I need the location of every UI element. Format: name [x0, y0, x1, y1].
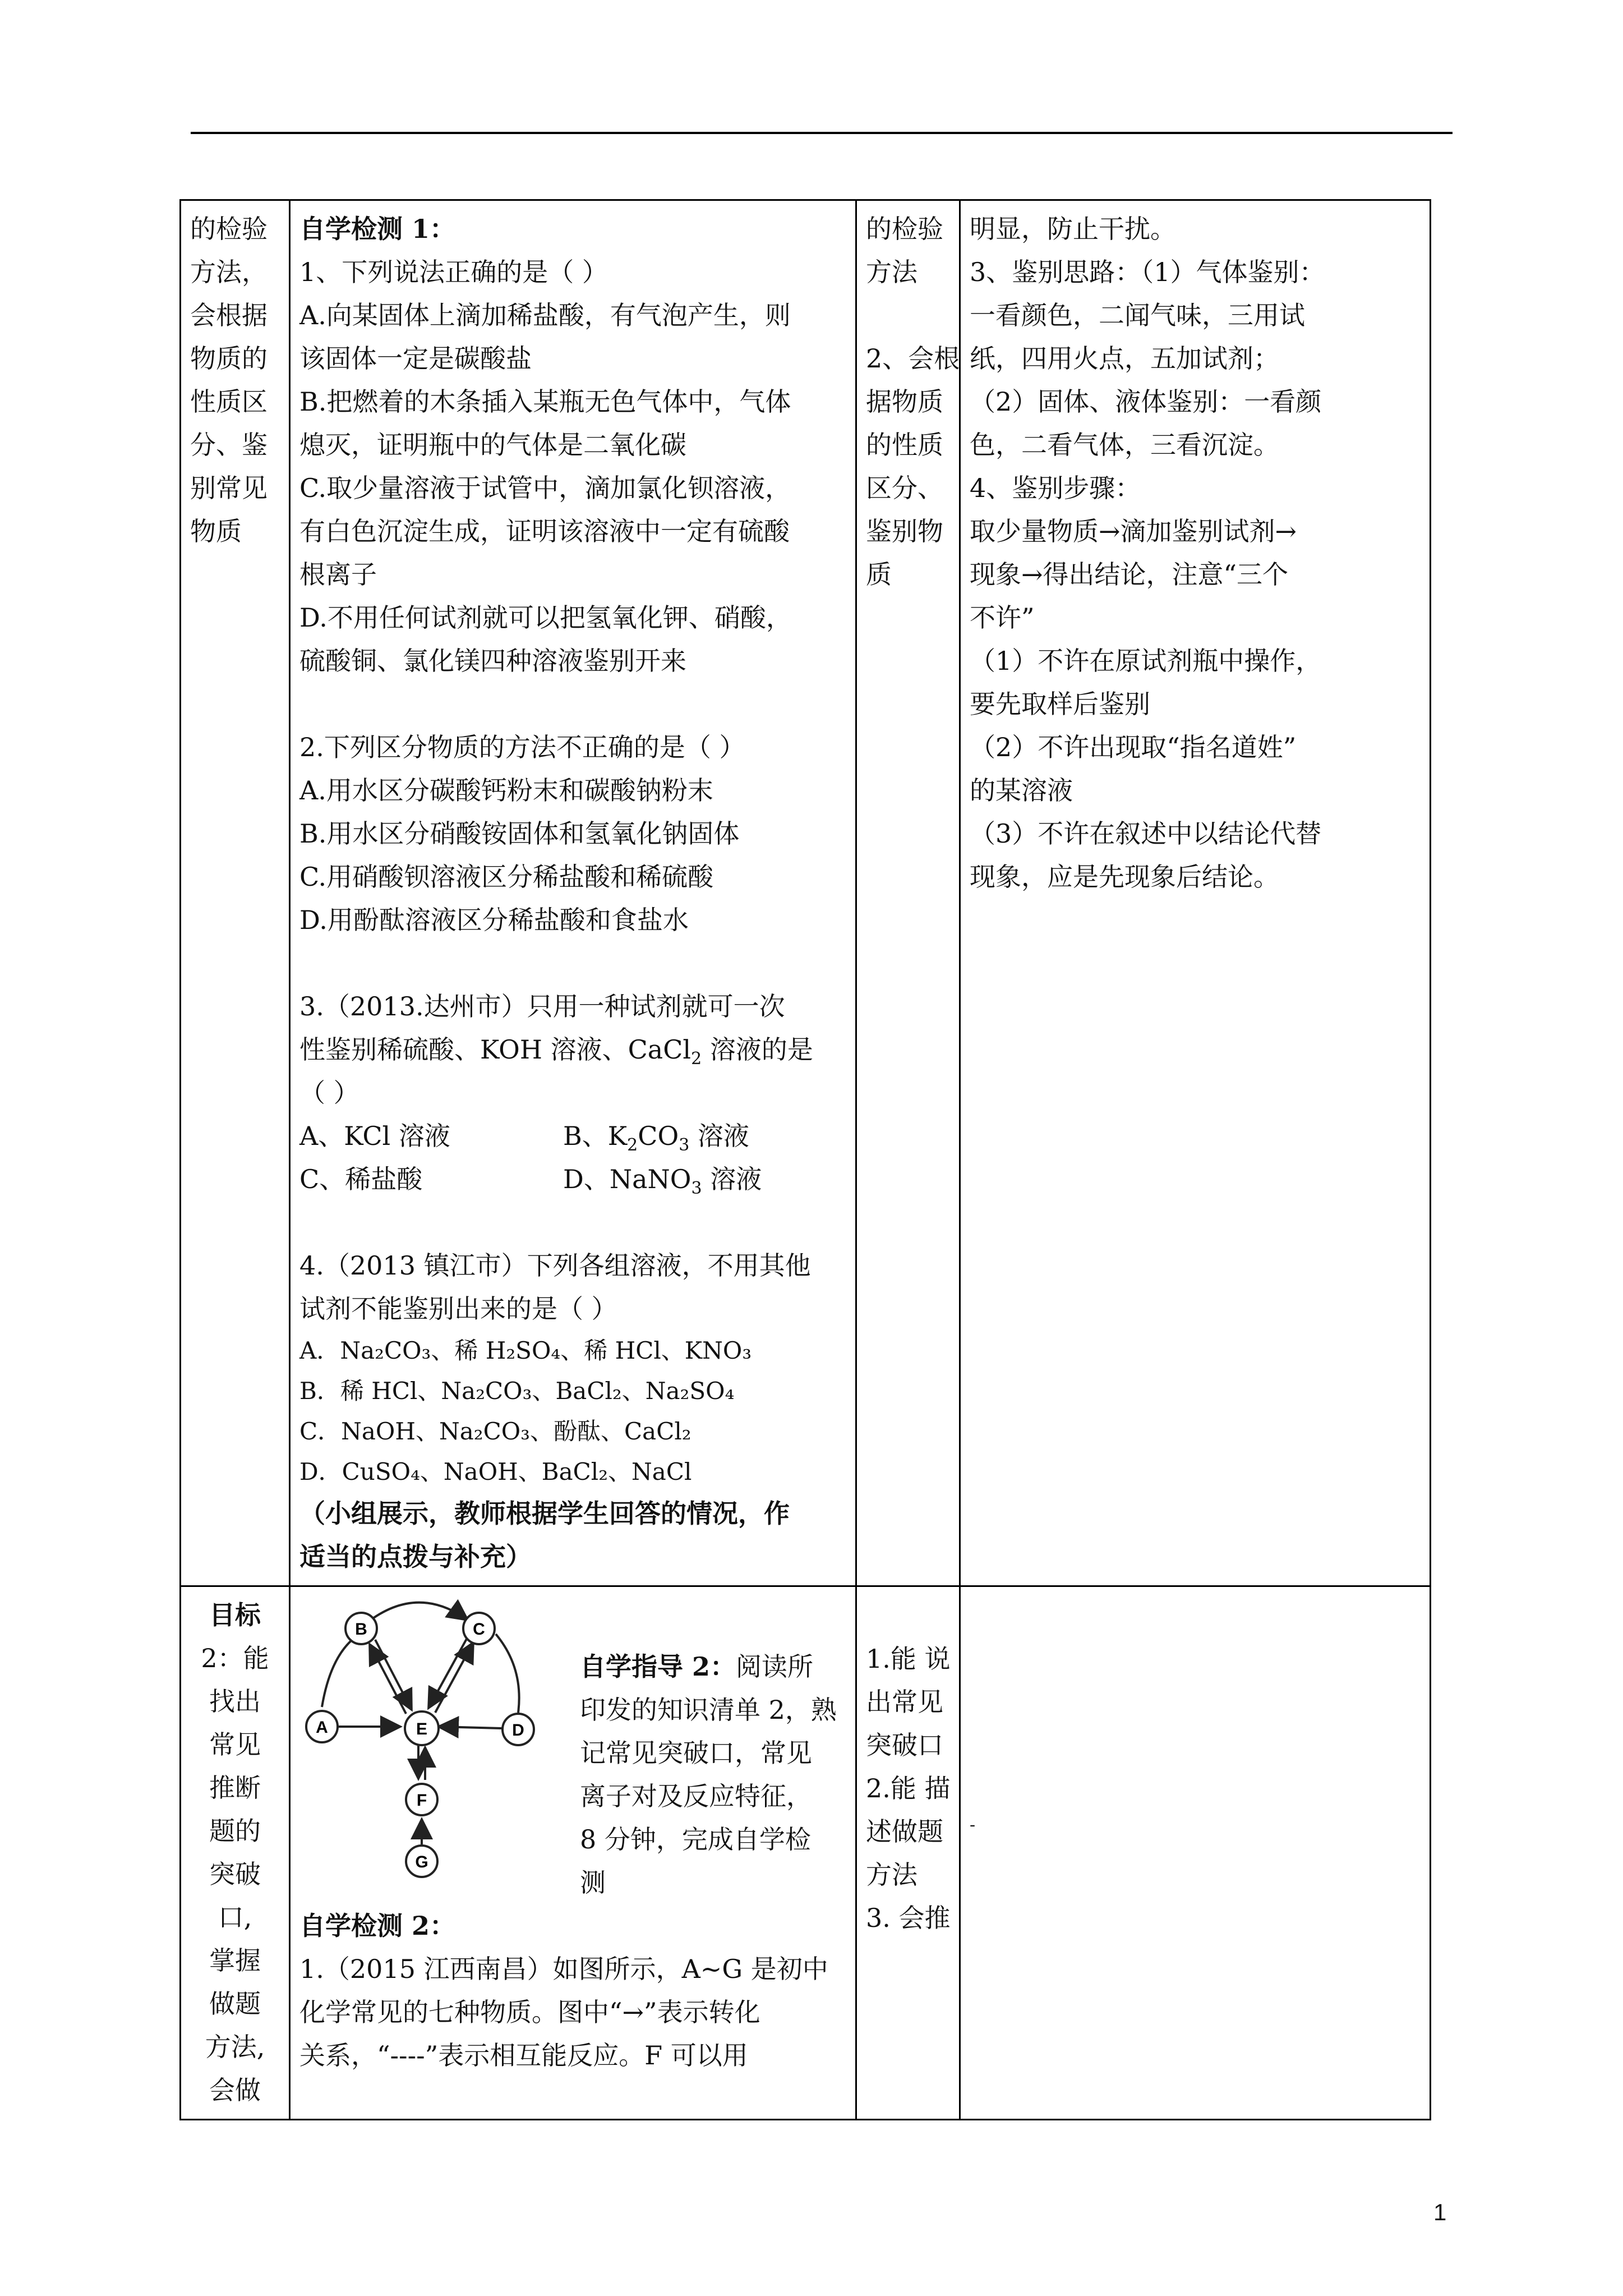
question-3: 3.（2013.达州市）只用一种试剂就可一次 性鉴别稀硫酸、KOH 溶液、CaCl$_2$ 溶液的是 （ ） A、KCl 溶液 B、$K_2CO_3$ 溶液 C、稀盐酸 D、NaNO$_3$ 溶液: [299, 991, 813, 1198]
inference-diagram: [299, 1589, 563, 1903]
svg-text:A: A: [316, 1718, 328, 1737]
svg-text:F: F: [416, 1791, 427, 1810]
question-4: 4.（2013 镇江市）下列各组溶液，不用其他 试剂不能鉴别出来的是（ ） A．Na₂CO₃、稀 H₂SO₄、稀 HCl、KNO₃ B．稀 HCl、Na₂CO₃、BaCl₂、Na₂SO₄ C．NaOH、Na₂CO₃、酚酞、CaCl₂ D．CuSO₄、NaOH、BaCl₂、NaCl: [299, 1250, 811, 1485]
goal-cell-1: 的检验 方法， 会根据 物质的 性质区 分、鉴 别常见 物质: [181, 200, 290, 1586]
svg-text:E: E: [416, 1720, 428, 1738]
svg-text:B: B: [355, 1620, 367, 1639]
node-F: [406, 1784, 437, 1815]
method-cell-2: -: [960, 1586, 1431, 2120]
svg-text:C: C: [473, 1620, 485, 1639]
objective-cell-2: 1.能 说 出常见 突破口 2.能 描 述做题 方法 3. 会推: [856, 1586, 960, 2120]
svg-text:D: D: [512, 1721, 524, 1740]
question-1: 1、下列说法正确的是（ ） A.向某固体上滴加稀盐酸，有气泡产生，则 该固体一定是碳酸盐 B.把燃着的木条插入某瓶无色气体中，气体 熄灭，证明瓶中的气体是二氧化碳 C.取少量溶液于试管中，滴加氯化钡溶液， 有白色沉淀生成，证明该溶液中一定有硫酸 根离子 D.不用任何试剂就可以把氢氧化钾、硝酸， 硫酸铜、氯化镁四种溶液鉴别开来: [299, 257, 792, 676]
goal-cell-2: 目标 2：能 找出 常见 推断 题的 突破 口, 掌握 做题 方法, 会做: [181, 1586, 290, 2120]
self-test-1-cell: 自学检测 1： 1、下列说法正确的是（ ） A.向某固体上滴加稀盐酸，有气泡产生，则 该固体一定是碳酸盐 B.把燃着的木条插入某瓶无色气体中，气体 熄灭，证明瓶中的气体是二氧化碳 C.取少量溶液于试管中，滴加氯化钡溶液， 有白色沉淀生成，证明该溶液中一定有硫酸 根离子 D.不用任何试剂就可以把氢氧化钾、硝酸， 硫酸铜、氯化镁四种溶液鉴别开来 2.下列区分物质的方法不正确的是（ ） A.用水区分碳酸钙粉末和碳酸钠粉末 B.用水区分硝酸铵固体和氢氧化钠固体 C.用硝酸钡溶液区分稀盐酸和稀硫酸 D.用酚酞溶液区分稀盐酸和食盐水 3.（2013.达州市）只用一种试剂就可一次 性鉴别稀硫酸、KOH 溶液、CaCl$_2$ 溶液的是 （ ） A、KCl 溶液 B、$K_2CO_3$ 溶液 C、稀盐酸 D、NaNO$_3$ 溶液 4.（2013 镇江市）下列各组溶液，不用其他 试剂不能鉴别出来的是（ ） A．Na₂CO₃、稀 H₂SO₄、稀 HCl、KNO₃ B．稀 HCl、Na₂CO₃、BaCl₂、Na₂SO₄ C．NaOH、Na₂CO₃、酚酞、CaCl₂ D．CuSO₄、NaOH、BaCl₂、NaCl （小组展示，教师根据学生回答的情况，作 适当的点拨与补充）: [290, 200, 856, 1586]
table-row: [181, 1586, 1431, 2120]
node-E: [405, 1711, 439, 1745]
node-D: [502, 1714, 534, 1745]
node-B: [345, 1613, 377, 1644]
self-test-2-cell: B C A E D F G 自学指导 2：阅读所 印发的知识清单 2，熟 记常见突破口，常见 离子对及反应特征， 8 分钟，完成自学检 测 自学检测 2： 1.（2015 江西南昌）如图所示，A~G 是初中 化学常见的七种物质。图中“→”表示转化 关系，“----”表示相互能反应。F 可以用: [290, 1586, 856, 2120]
self-test-1-heading: 自学检测 1：: [299, 214, 456, 244]
method-cell-1: 明显，防止干扰。 3、鉴别思路：（1）气体鉴别： 一看颜色，二闻气味，三用试 纸，四用火点，五加试剂； （2）固体、液体鉴别：一看颜 色，二看气体，三看沉淀。 4、鉴别步骤： 取少量物质→滴加鉴别试剂→ 现象→得出结论，注意“三个 不许” （1）不许在原试剂瓶中操作， 要先取样后鉴别 （2）不许出现取“指名道姓” 的某溶液 （3）不许在叙述中以结论代替 现象，应是先现象后结论。: [960, 200, 1431, 1586]
lesson-table: [179, 199, 1431, 2120]
objective-cell-1: 的检验 方法 2、会根 据物质 的性质 区分、 鉴别物 质: [856, 200, 960, 1586]
self-test-2-heading: 自学检测 2：: [299, 1911, 456, 1941]
node-C: [463, 1613, 495, 1644]
node-G: [406, 1846, 437, 1877]
table-row: [181, 200, 1431, 1586]
header-rule: [191, 132, 1453, 134]
question-2: 2.下列区分物质的方法不正确的是（ ） A.用水区分碳酸钙粉末和碳酸钠粉末 B.用水区分硝酸铵固体和氢氧化钠固体 C.用硝酸钡溶液区分稀盐酸和稀硫酸 D.用酚酞溶液区分稀盐酸和食盐水: [299, 732, 745, 935]
teacher-note: （小组展示，教师根据学生回答的情况，作: [299, 1498, 790, 1529]
svg-text:G: G: [415, 1853, 428, 1871]
node-A: [306, 1711, 338, 1742]
self-guide-2: 自学指导 2：阅读所 印发的知识清单 2，熟 记常见突破口，常见 离子对及反应特征， 8 分钟，完成自学检 测: [580, 1651, 837, 1898]
page-number: 1: [1433, 2199, 1447, 2225]
